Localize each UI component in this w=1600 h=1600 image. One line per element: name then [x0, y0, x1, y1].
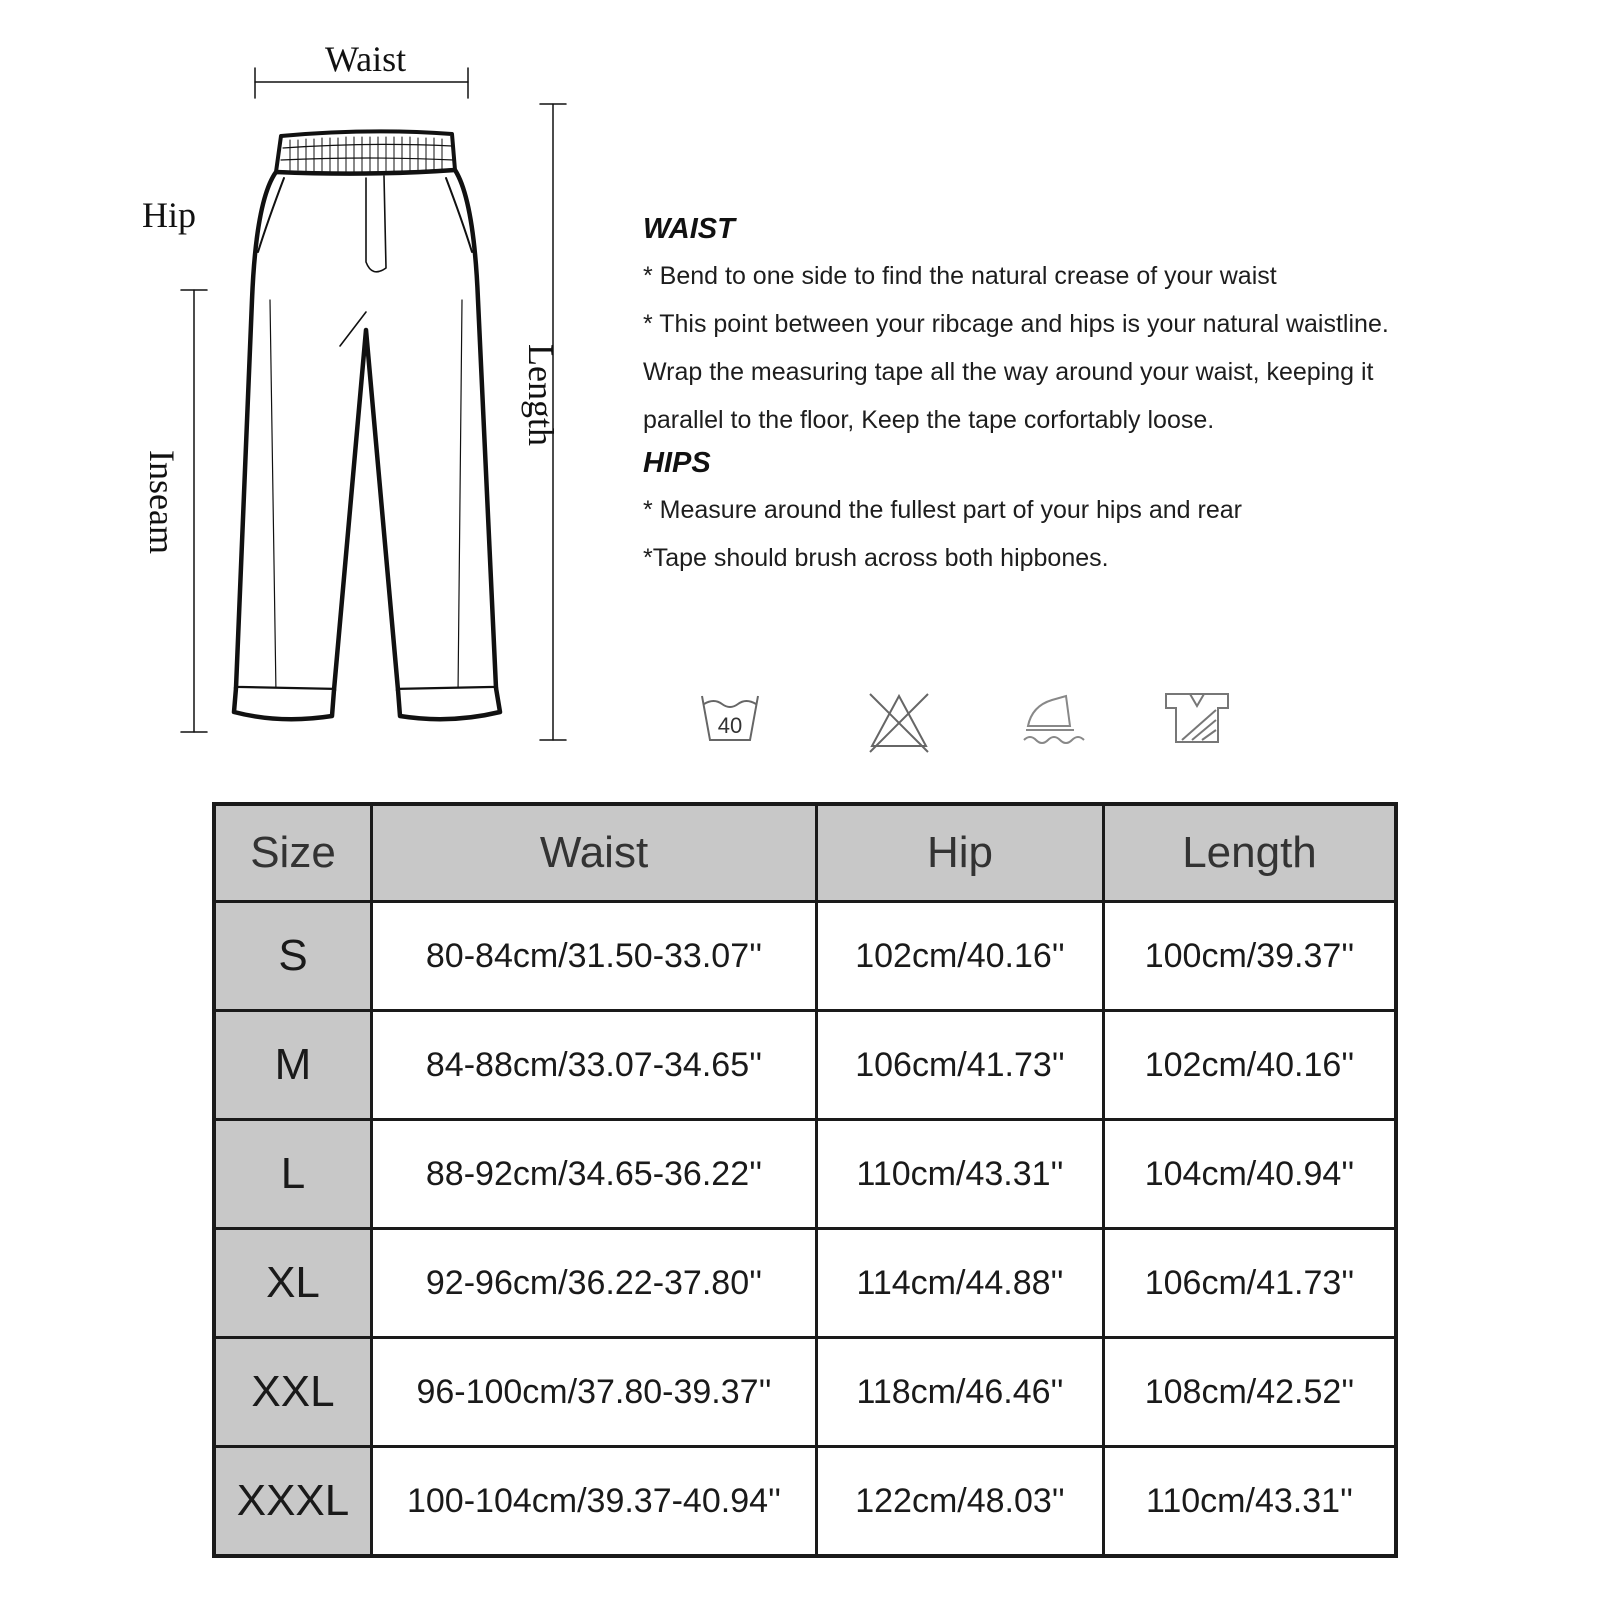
table-row — [214, 1447, 1396, 1557]
size-cell: L — [214, 1120, 372, 1229]
waistband — [276, 131, 455, 173]
waist-cell: 84-88cm/33.07-34.65'' — [372, 1011, 817, 1120]
hip-cell: 102cm/40.16'' — [817, 902, 1104, 1011]
hips-instruction-line: * Measure around the fullest part of your hips and rear — [643, 496, 1242, 524]
right-cuff — [398, 688, 500, 719]
length-label: Length — [521, 344, 561, 446]
hip-cell: 106cm/41.73'' — [817, 1011, 1104, 1120]
waist-label: Waist — [325, 39, 407, 79]
size-cell: XXXL — [214, 1447, 372, 1557]
waist-instruction-line: * Bend to one side to find the natural crease of your waist — [643, 262, 1277, 290]
hip-cell: 122cm/48.03'' — [817, 1447, 1104, 1557]
size-cell: S — [214, 902, 372, 1011]
measurement-instructions — [643, 212, 1543, 582]
waist-instruction-line: * This point between your ribcage and hips is your natural waistline. — [643, 310, 1389, 338]
hip-cell: 114cm/44.88'' — [817, 1229, 1104, 1338]
size-chart-table — [212, 802, 1398, 1558]
waist-cell: 92-96cm/36.22-37.80'' — [372, 1229, 817, 1338]
waist-heading: WAIST — [643, 213, 735, 245]
waist-cell: 80-84cm/31.50-33.07'' — [372, 902, 817, 1011]
wash-temperature: 40 — [717, 713, 743, 738]
hip-cell: 110cm/43.31'' — [817, 1120, 1104, 1229]
length-cell: 102cm/40.16'' — [1104, 1011, 1397, 1120]
waist-cell: 96-100cm/37.80-39.37'' — [372, 1338, 817, 1447]
hips-heading: HIPS — [643, 447, 711, 479]
hip-label: Hip — [142, 195, 196, 235]
header-size: Size — [214, 804, 372, 902]
waist-cell: 88-92cm/34.65-36.22'' — [372, 1120, 817, 1229]
table-row — [214, 902, 1396, 1011]
size-cell: XXL — [214, 1338, 372, 1447]
size-cell: M — [214, 1011, 372, 1120]
hips-instruction-line: *Tape should brush across both hipbones. — [643, 544, 1109, 572]
header-length: Length — [1104, 804, 1397, 902]
table-header-row — [214, 804, 1396, 902]
left-cuff — [234, 688, 334, 719]
waist-instruction-line: parallel to the floor, Keep the tape corfortably loose. — [643, 406, 1215, 434]
header-hip: Hip — [817, 804, 1104, 902]
waist-cell: 100-104cm/39.37-40.94'' — [372, 1447, 817, 1557]
pants-diagram — [0, 0, 600, 760]
header-waist: Waist — [372, 804, 817, 902]
table-row — [214, 1229, 1396, 1338]
length-cell: 108cm/42.52'' — [1104, 1338, 1397, 1447]
waist-instruction-line: Wrap the measuring tape all the way around your waist, keeping it — [643, 358, 1374, 386]
hip-cell: 118cm/46.46'' — [817, 1338, 1104, 1447]
length-cell: 100cm/39.37'' — [1104, 902, 1397, 1011]
inseam-label: Inseam — [142, 450, 182, 554]
inseam-measure-line — [181, 290, 207, 732]
length-cell: 106cm/41.73'' — [1104, 1229, 1397, 1338]
no-bleach-icon — [866, 690, 932, 756]
table-row — [214, 1011, 1396, 1120]
table-row — [214, 1338, 1396, 1447]
length-cell: 104cm/40.94'' — [1104, 1120, 1397, 1229]
size-cell: XL — [214, 1229, 372, 1338]
table-row — [214, 1120, 1396, 1229]
dry-flat-shade-icon — [1162, 690, 1232, 746]
iron-low-icon — [1018, 690, 1088, 746]
wash-40-icon — [698, 690, 762, 746]
length-cell: 110cm/43.31'' — [1104, 1447, 1397, 1557]
